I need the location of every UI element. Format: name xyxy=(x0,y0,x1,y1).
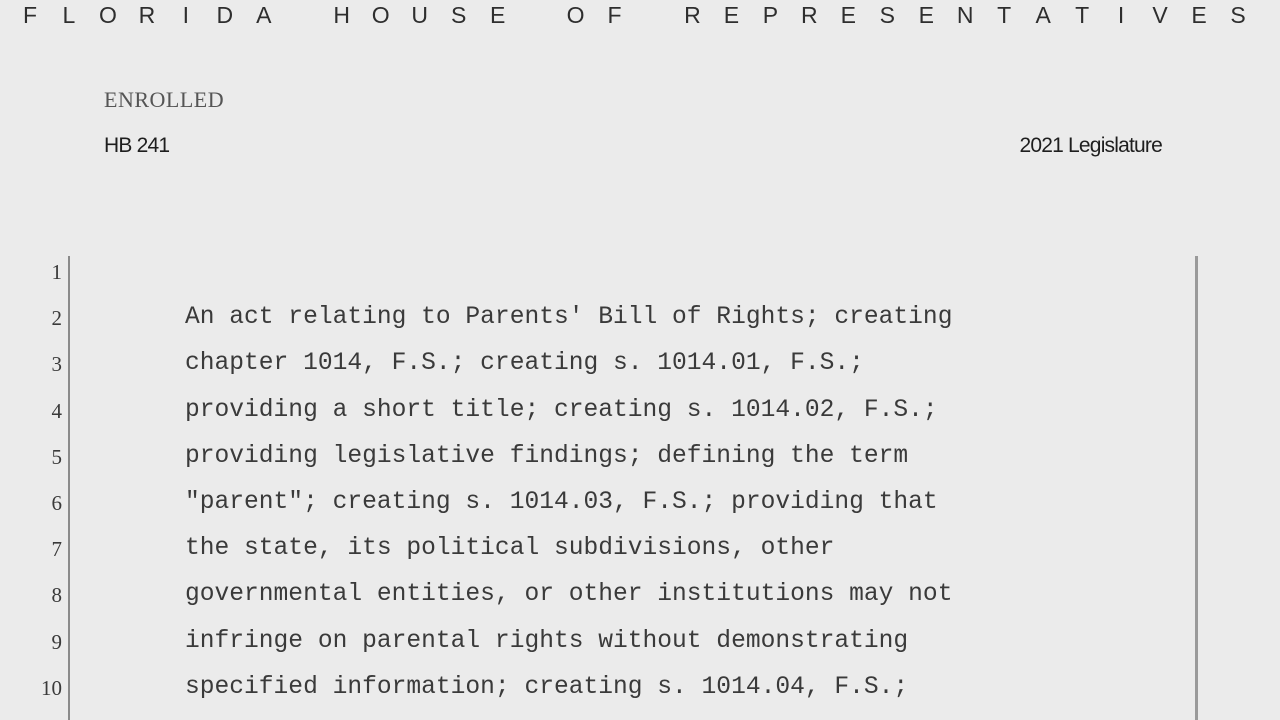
legislative-session: 2021 Legislature xyxy=(1019,134,1162,157)
bill-line xyxy=(0,249,1280,295)
line-text: providing a short title; creating s. 1014.02, F.S.; xyxy=(185,396,938,424)
bill-line xyxy=(0,388,1280,434)
bill-text-lines xyxy=(0,249,1280,711)
bill-line xyxy=(0,619,1280,665)
line-number: 9 xyxy=(51,629,62,654)
bill-line xyxy=(0,665,1280,711)
line-text: infringe on parental rights without demonstrating xyxy=(185,627,909,655)
line-number: 1 xyxy=(51,260,62,284)
line-text: governmental entities, or other institutions may not xyxy=(185,581,953,609)
line-text: the state, its political subdivisions, other xyxy=(185,535,835,563)
line-number: 8 xyxy=(51,583,62,608)
line-number: 2 xyxy=(51,306,62,331)
line-number: 6 xyxy=(51,490,62,515)
line-text: An act relating to Parents' Bill of Rights; creating xyxy=(185,304,953,332)
line-number: 5 xyxy=(51,444,62,469)
bill-line xyxy=(0,480,1280,526)
line-number: 7 xyxy=(51,537,62,562)
bill-line xyxy=(0,572,1280,618)
enrolled-status: ENROLLED xyxy=(104,87,225,112)
line-number: 10 xyxy=(41,675,62,700)
bill-number: HB 241 xyxy=(104,134,170,157)
bill-line xyxy=(0,341,1280,387)
line-text: chapter 1014, F.S.; creating s. 1014.01, F.S.; xyxy=(185,350,864,378)
line-text: providing legislative findings; defining the term xyxy=(185,442,909,470)
line-number: 3 xyxy=(51,352,62,377)
bill-line xyxy=(0,295,1280,341)
line-text: "parent"; creating s. 1014.03, F.S.; providing that xyxy=(185,488,938,516)
line-text: specified information; creating s. 1014.04, F.S.; xyxy=(185,673,909,701)
line-number: 4 xyxy=(51,398,62,423)
bill-line xyxy=(0,526,1280,572)
chamber-banner: F L O R I D A H O U S E O F R E P R E S E N T A T I V E S xyxy=(22,2,1246,28)
bill-line xyxy=(0,434,1280,480)
